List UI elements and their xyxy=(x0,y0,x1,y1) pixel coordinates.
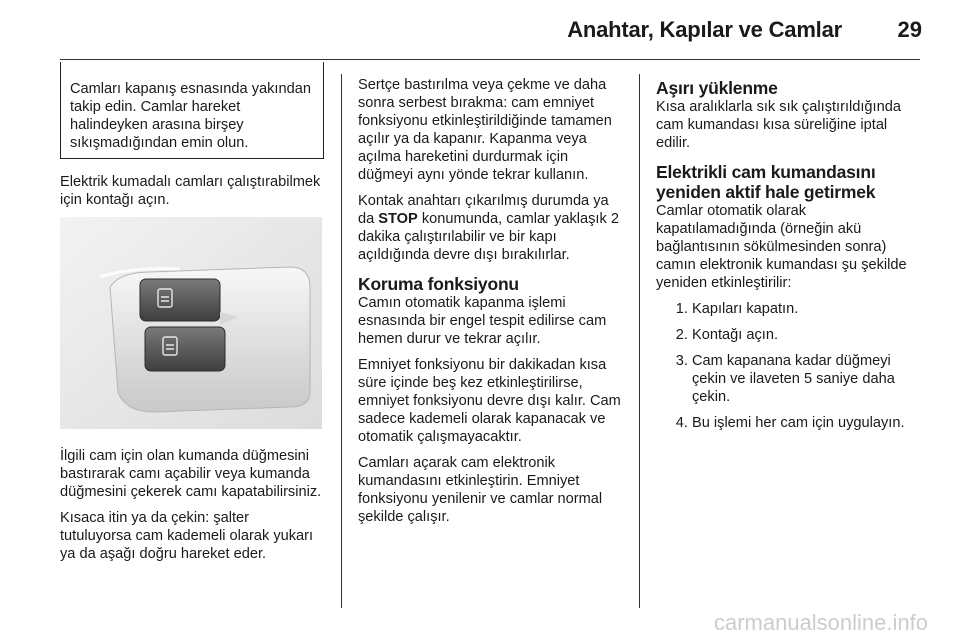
page-header xyxy=(0,0,960,60)
column-divider-1 xyxy=(341,74,342,608)
body-paragraph: Camları açarak cam elektronik kumandasını etkinleştirin. Emniyet fonksiyonu yenilenir ve camlar normal şekilde çalışır. xyxy=(358,455,603,525)
section-title: Anahtar, Kapılar ve Camlar xyxy=(567,17,842,42)
list-item: 2. Kontağı açın. xyxy=(692,326,924,344)
body-paragraph: Kısaca itin ya da çekin: şalter tutuluyorsa cam kademeli olarak yukarı ya da aşağı doğru hareket eder. xyxy=(60,510,314,562)
body-paragraph xyxy=(358,192,626,264)
body-paragraph: Camın otomatik kapanma işlemi esnasında bir engel tespit edilirse cam hemen durur ve tekrar açılır. xyxy=(358,295,607,347)
column-divider-2 xyxy=(639,74,640,608)
heading-elektrikli: Elektrikli cam kumandasını yeniden aktif hale getirmek xyxy=(656,162,876,202)
body-paragraph: Sertçe bastırılma veya çekme ve daha sonra serbest bırakma: cam emniyet fonksiyonu etkinleştirildiğinde tamamen açılır ya da kapanır. Kapanma veya açılma hareketini durdurmak için düğmeyi aynı yönde tekrar kullanın. xyxy=(358,77,612,183)
watermark: carmanualsonline.info xyxy=(713,610,928,635)
heading-koruma: Koruma fonksiyonu xyxy=(358,274,519,294)
warning-text: Camları kapanış esnasında yakından takip edin. Camlar hareket halindeyken arasına birşey sıkışmadığından emin olun. xyxy=(70,81,311,151)
body-paragraph: Camlar otomatik olarak kapatılamadığında (örneğin akü bağlantısının sökülmesinden sonra) camın elektronik kumandası şu şekilde yeniden etkinleştirilir: xyxy=(656,203,907,291)
header-divider xyxy=(60,59,920,60)
column-1 xyxy=(60,62,324,571)
warning-box xyxy=(60,62,324,159)
window-switch-figure xyxy=(60,217,322,429)
list-item: 1. Kapıları kapatın. xyxy=(692,300,924,318)
column-3 xyxy=(656,78,924,440)
text-run: Kontak anahtarı çıkarılmış durumda ya da xyxy=(358,193,609,227)
page-number: 29 xyxy=(897,17,922,42)
steps-list xyxy=(656,300,924,432)
column-2 xyxy=(358,76,626,534)
list-item: 4. Bu işlemi her cam için uygulayın. xyxy=(692,414,924,432)
intro-text: Elektrik kumadalı camları çalıştırabilmek için kontağı açın. xyxy=(60,174,321,208)
body-paragraph: Emniyet fonksiyonu bir dakikadan kısa süre içinde beş kez etkinleştirilirse, emniyet fonksiyonu devre dışı kalır. Cam sadece kademeli olarak kapanacak ve otomatik çalışmayacaktır. xyxy=(358,357,621,445)
window-switch-illustration xyxy=(60,217,322,429)
stop-keyword: STOP xyxy=(378,211,418,227)
body-paragraph: Kısa aralıklarla sık sık çalıştırıldığında cam kumandası kısa süreliğine iptal edilir. xyxy=(656,99,901,151)
body-paragraph: İlgili cam için olan kumanda düğmesini bastırarak camı açabilir veya kumanda düğmesini çekerek camı kapatabilirsiniz. xyxy=(60,448,322,500)
list-item: 3. Cam kapanana kadar düğmeyi çekin ve ilaveten 5 saniye daha çekin. xyxy=(692,352,924,406)
text-run: konumunda, camlar yaklaşık 2 dakika çalıştırılabilir ve bir kapı açıldığında devre dışı bırakılırlar. xyxy=(358,211,619,263)
heading-asiri: Aşırı yüklenme xyxy=(656,78,778,98)
